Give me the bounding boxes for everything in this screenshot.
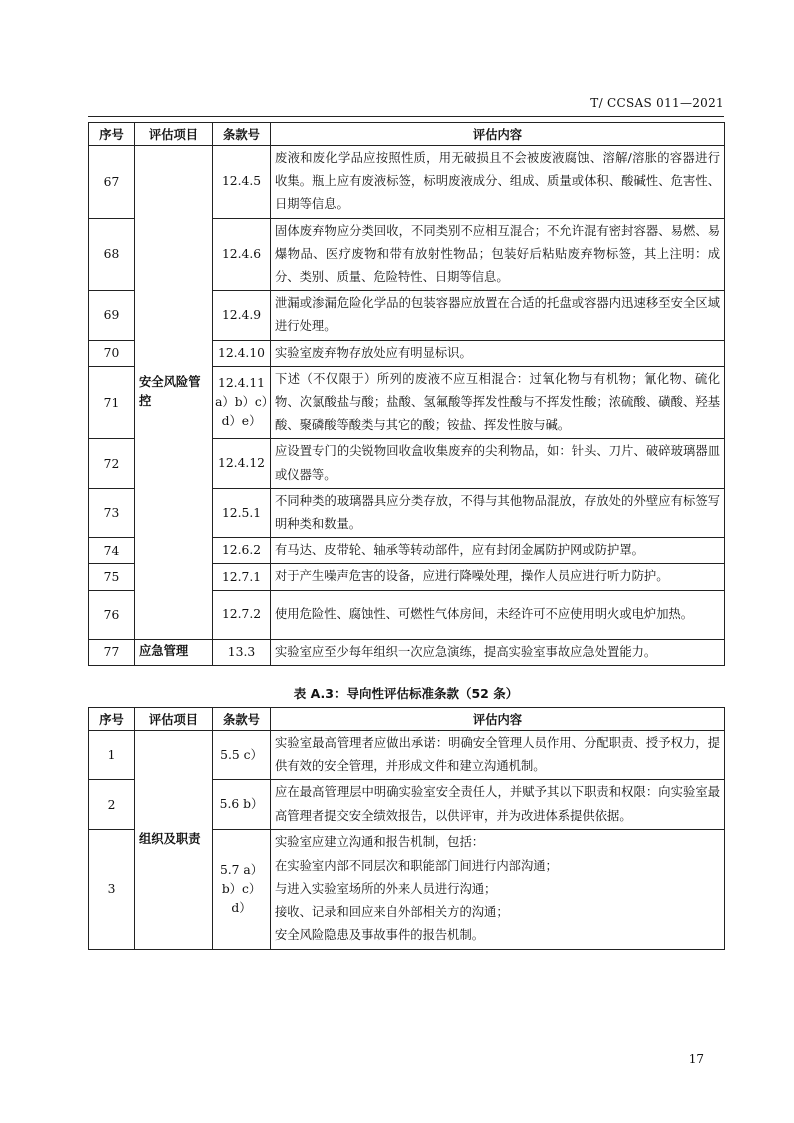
row-seq: 74 xyxy=(89,538,135,564)
row-seq: 67 xyxy=(89,146,135,219)
category-safety-risk-control: 安全风险管控 xyxy=(135,146,213,640)
row-clause: 12.4.5 xyxy=(213,146,271,219)
row-seq: 71 xyxy=(89,366,135,439)
row-seq: 69 xyxy=(89,291,135,340)
row-content: 使用危险性、腐蚀性、可燃性气体房间，未经许可不应使用明火或电炉加热。 xyxy=(271,590,725,639)
row-seq: 2 xyxy=(89,780,135,829)
row-clause: 12.4.12 xyxy=(213,439,271,488)
row-content: 泄漏或渗漏危险化学品的包装容器应放置在合适的托盘或容器内迅速移至安全区域进行处理。 xyxy=(271,291,725,340)
column-header-content: 评估内容 xyxy=(271,708,725,731)
row-seq: 1 xyxy=(89,731,135,780)
row-seq: 75 xyxy=(89,564,135,590)
row-clause: 5.6 b） xyxy=(213,780,271,829)
category-organization-duties: 组织及职责 xyxy=(135,731,213,950)
row-content: 实验室应至少每年组织一次应急演练，提高实验室事故应急处置能力。 xyxy=(271,639,725,665)
row-content: 下述（不仅限于）所列的废液不应互相混合：过氧化物与有机物；氰化物、硫化物、次氯酸盐与酸；盐酸、氢氟酸等挥发性酸与不挥发性酸；浓硫酸、磺酸、羟基酸、聚磷酸等酸类与其它的酸；铵盐、挥发性胺与碱。 xyxy=(271,366,725,439)
table-row xyxy=(89,639,725,665)
row-content: 废液和废化学品应按照性质，用无破损且不会被废液腐蚀、溶解/溶胀的容器进行收集。瓶上应有废液标签，标明废液成分、组成、质量或体积、酸碱性、危害性、日期等信息。 xyxy=(271,146,725,219)
row-seq: 3 xyxy=(89,829,135,949)
row-content: 实验室废弃物存放处应有明显标识。 xyxy=(271,340,725,366)
row-seq: 68 xyxy=(89,218,135,291)
content-line: 接收、记录和回应来自外部相关方的沟通； xyxy=(275,904,509,919)
content-line: 安全风险隐患及事故事件的报告机制。 xyxy=(275,928,485,943)
row-clause: 13.3 xyxy=(213,639,271,665)
row-seq: 73 xyxy=(89,488,135,537)
row-content: 应设置专门的尖锐物回收盒收集废弃的尖利物品，如：针头、刀片、破碎玻璃器皿或仪器等。 xyxy=(271,439,725,488)
row-clause: 12.5.1 xyxy=(213,488,271,537)
column-header-clause: 条款号 xyxy=(213,708,271,731)
row-seq: 70 xyxy=(89,340,135,366)
row-clause: 12.4.6 xyxy=(213,218,271,291)
category-emergency-management: 应急管理 xyxy=(135,639,213,665)
row-content: 应在最高管理层中明确实验室安全责任人，并赋予其以下职责和权限：向实验室最高管理者提交安全绩效报告，以供评审，并为改进体系提供依据。 xyxy=(271,780,725,829)
row-seq: 76 xyxy=(89,590,135,639)
row-clause: 12.4.9 xyxy=(213,291,271,340)
column-header-seq: 序号 xyxy=(89,123,135,146)
table-header-row xyxy=(89,123,725,146)
row-clause: 5.7 a）b）c）d） xyxy=(213,829,271,949)
row-clause: 5.5 c） xyxy=(213,731,271,780)
row-content xyxy=(271,829,725,949)
content-line: 在实验室内部不同层次和职能部门间进行内部沟通； xyxy=(275,858,558,873)
table-row xyxy=(89,146,725,219)
content-line: 与进入实验室场所的外来人员进行沟通； xyxy=(275,881,497,896)
column-header-item: 评估项目 xyxy=(135,123,213,146)
row-content: 有马达、皮带轮、轴承等转动部件，应有封闭金属防护网或防护罩。 xyxy=(271,538,725,564)
row-content: 实验室最高管理者应做出承诺：明确安全管理人员作用、分配职责、授予权力，提供有效的安全管理，并形成文件和建立沟通机制。 xyxy=(271,731,725,780)
row-content: 对于产生噪声危害的设备，应进行降噪处理，操作人员应进行听力防护。 xyxy=(271,564,725,590)
column-header-item: 评估项目 xyxy=(135,708,213,731)
row-clause: 12.7.2 xyxy=(213,590,271,639)
assessment-table-a3 xyxy=(88,707,725,950)
row-content: 不同种类的玻璃器具应分类存放，不得与其他物品混放，存放处的外壁应有标签写明种类和数量。 xyxy=(271,488,725,537)
page-number: 17 xyxy=(688,1052,704,1066)
header-rule xyxy=(88,116,724,117)
standard-code: T/ CCSAS 011—2021 xyxy=(590,96,724,110)
table-header-row xyxy=(89,708,725,731)
table-caption: 表 A.3：导向性评估标准条款（52 条） xyxy=(293,686,519,701)
table-row xyxy=(89,731,725,780)
column-header-seq: 序号 xyxy=(89,708,135,731)
row-content: 固体废弃物应分类回收，不同类别不应相互混合；不允许混有密封容器、易燃、易爆物品、医疗废物和带有放射性物品；包装好后粘贴废弃物标签，其上注明：成分、类别、质量、危险特性、日期等信息。 xyxy=(271,218,725,291)
row-clause: 12.4.11 a）b）c）d）e） xyxy=(213,366,271,439)
row-clause: 12.4.10 xyxy=(213,340,271,366)
column-header-content: 评估内容 xyxy=(271,123,725,146)
assessment-table-a2-continued xyxy=(88,122,725,666)
row-seq: 72 xyxy=(89,439,135,488)
column-header-clause: 条款号 xyxy=(213,123,271,146)
content-line: 实验室应建立沟通和报告机制，包括： xyxy=(275,835,485,850)
row-clause: 12.6.2 xyxy=(213,538,271,564)
row-clause: 12.7.1 xyxy=(213,564,271,590)
row-seq: 77 xyxy=(89,639,135,665)
